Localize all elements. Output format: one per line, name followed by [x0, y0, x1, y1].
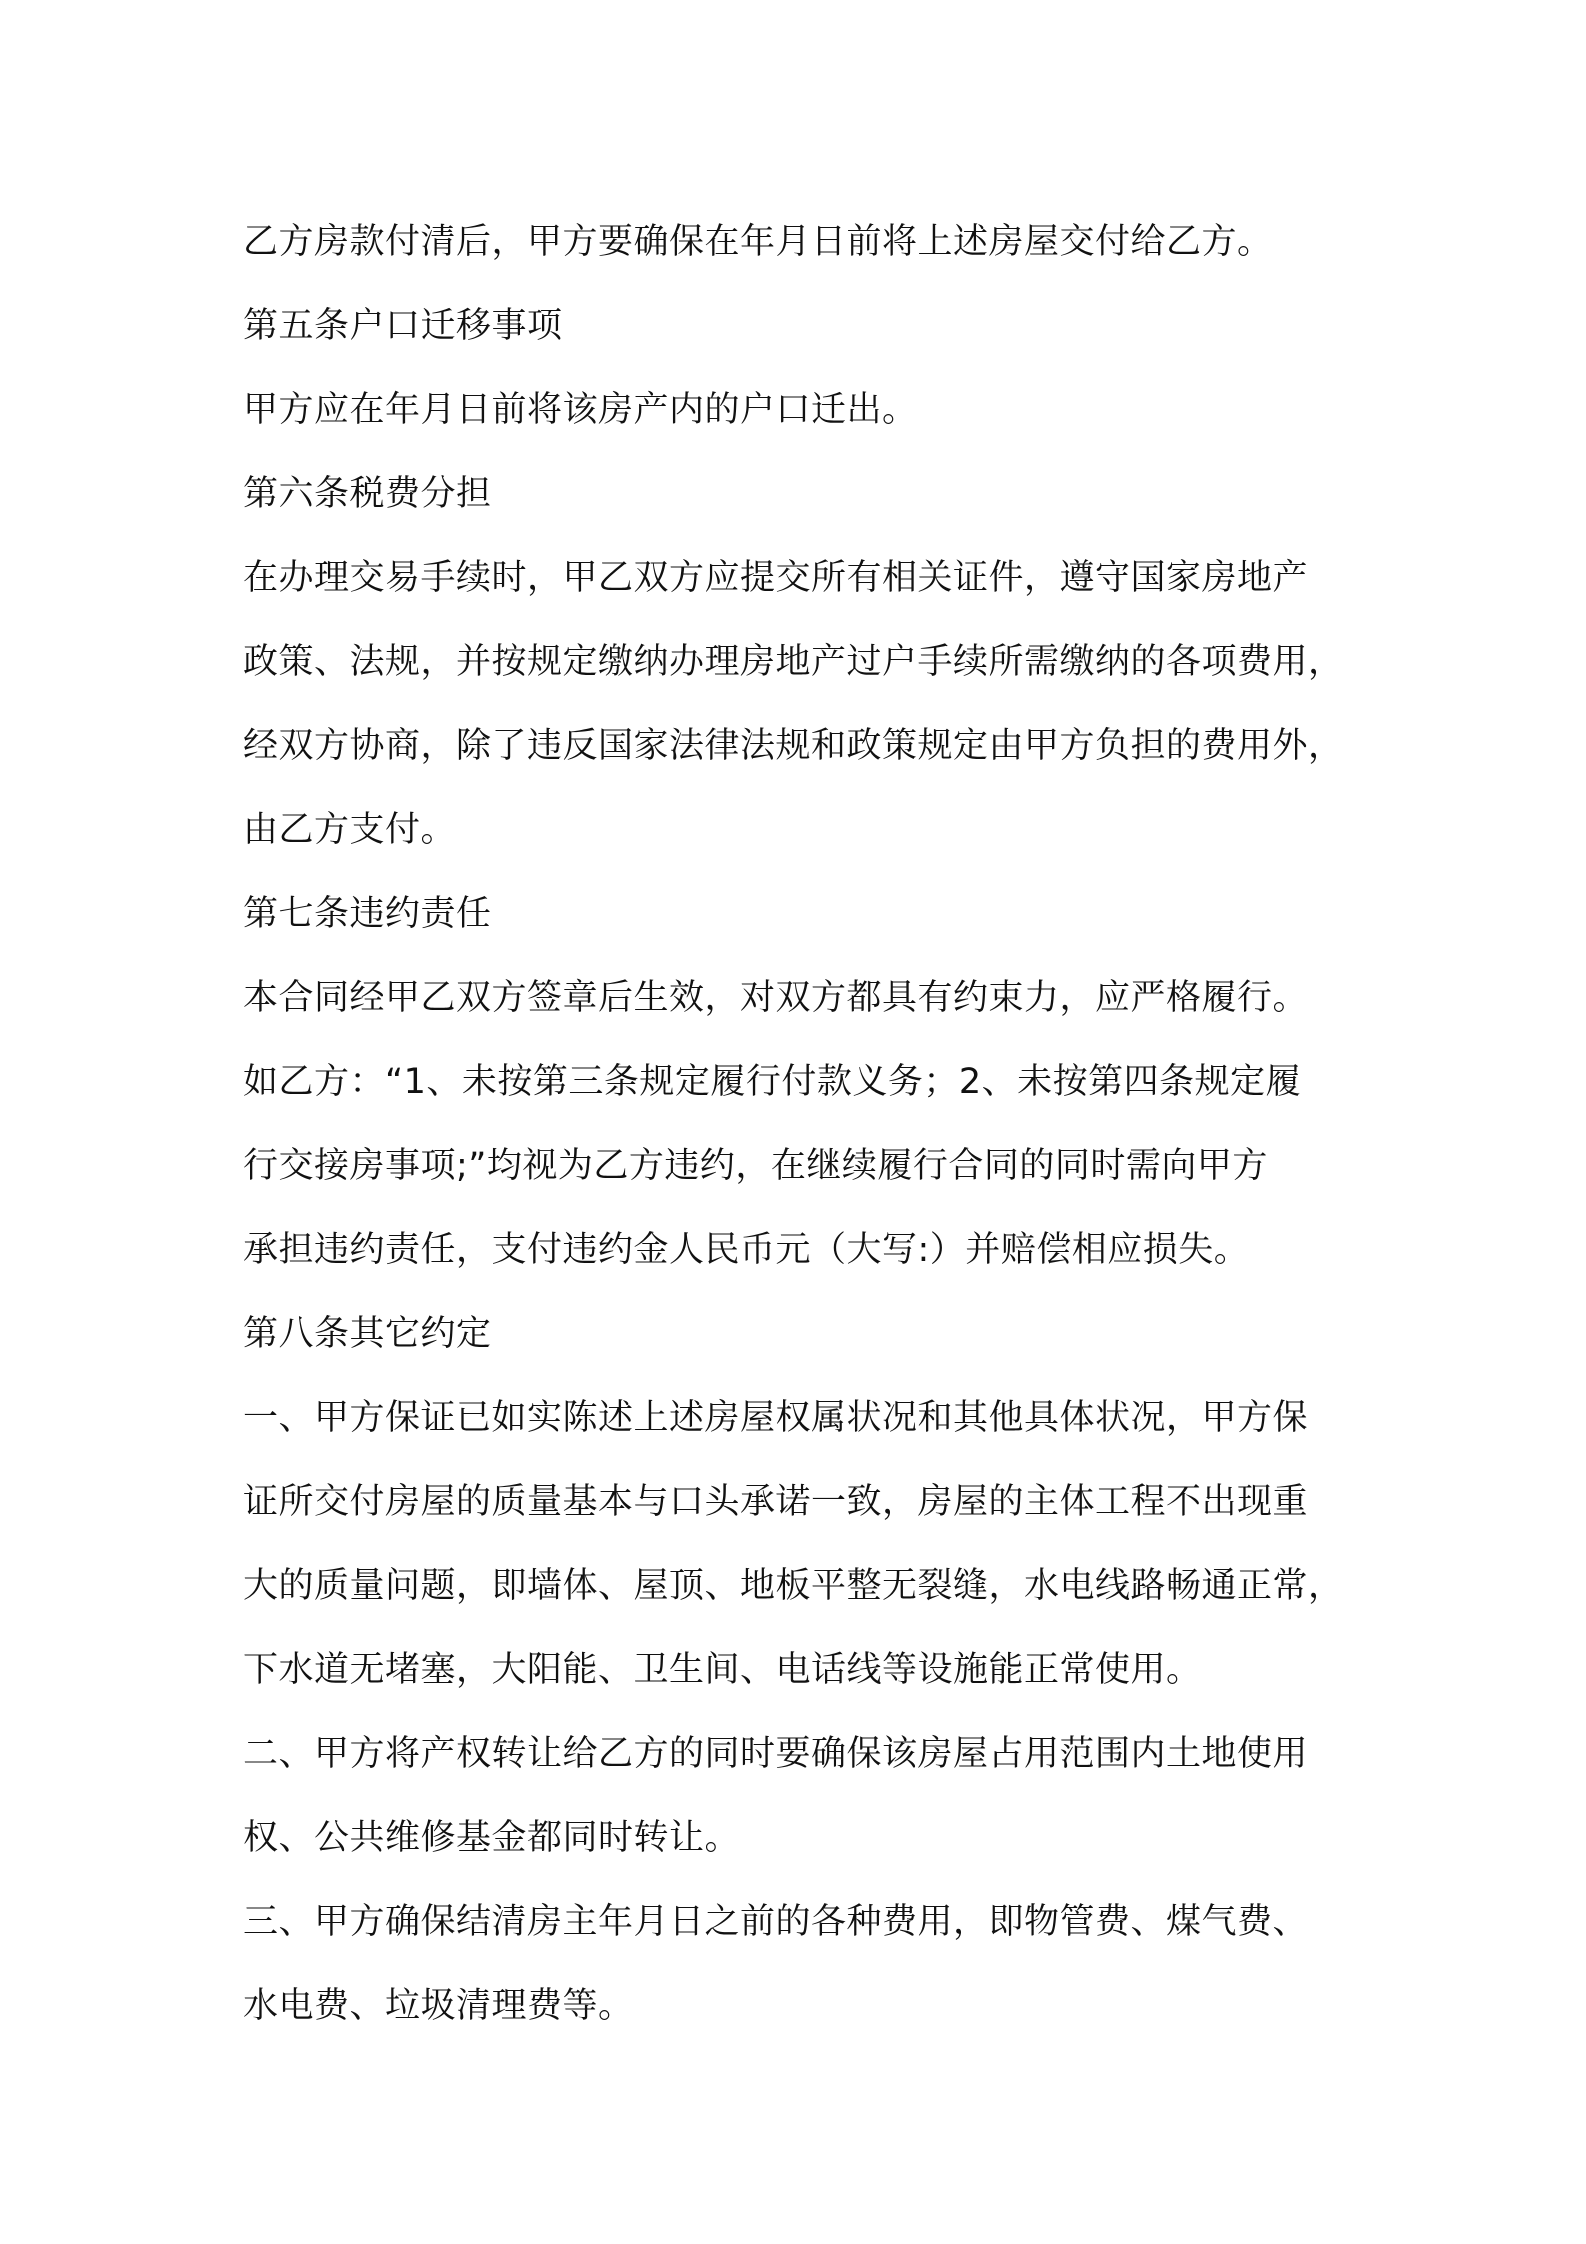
- paragraph-line-breach-1: 本合同经甲乙双方签章后生效，对双方都具有约束力，应严格履行。: [243, 978, 1309, 1018]
- paragraph-line-other-8: 水电费、垃圾清理费等。: [243, 1986, 634, 2026]
- paragraph-line-breach-4: 承担违约责任，支付违约金人民币元（大写:）并赔偿相应损失。: [243, 1230, 1250, 1270]
- paragraph-line-other-7: 三、甲方确保结清房主年月日之前的各种费用，即物管费、煤气费、: [243, 1902, 1309, 1942]
- paragraph-line-tax-4: 由乙方支付。: [243, 810, 457, 850]
- paragraph-line-other-1: 一、甲方保证已如实陈述上述房屋权属状况和其他具体状况，甲方保: [243, 1398, 1309, 1438]
- paragraph-line-tax-2: 政策、法规，并按规定缴纳办理房地产过户手续所需缴纳的各项费用，: [243, 642, 1344, 682]
- paragraph-line-other-3: 大的质量问题，即墙体、屋顶、地板平整无裂缝，水电线路畅通正常，: [243, 1566, 1344, 1606]
- heading-article-6: 第六条税费分担: [243, 474, 492, 514]
- paragraph-line-delivery: 乙方房款付清后，甲方要确保在年月日前将上述房屋交付给乙方。: [243, 222, 1273, 262]
- paragraph-line-other-6: 权、公共维修基金都同时转让。: [243, 1818, 741, 1858]
- paragraph-line-breach-3: 行交接房事项;”均视为乙方违约，在继续履行合同的同时需向甲方: [243, 1146, 1268, 1186]
- heading-article-5: 第五条户口迁移事项: [243, 306, 563, 346]
- paragraph-line-tax-3: 经双方协商，除了违反国家法律法规和政策规定由甲方负担的费用外，: [243, 726, 1344, 766]
- heading-article-8: 第八条其它约定: [243, 1314, 492, 1354]
- paragraph-line-breach-2: 如乙方：“1、未按第三条规定履行付款义务；2、未按第四条规定履: [243, 1062, 1302, 1102]
- paragraph-line-other-2: 证所交付房屋的质量基本与口头承诺一致，房屋的主体工程不出现重: [243, 1482, 1309, 1522]
- paragraph-line-tax-1: 在办理交易手续时，甲乙双方应提交所有相关证件，遵守国家房地产: [243, 558, 1309, 598]
- paragraph-line-other-5: 二、甲方将产权转让给乙方的同时要确保该房屋占用范围内土地使用: [243, 1734, 1309, 1774]
- document-body: [243, 200, 1363, 2048]
- paragraph-line-hukou: 甲方应在年月日前将该房产内的户口迁出。: [243, 390, 918, 430]
- paragraph-line-other-4: 下水道无堵塞，大阳能、卫生间、电话线等设施能正常使用。: [243, 1650, 1202, 1690]
- heading-article-7: 第七条违约责任: [243, 894, 492, 934]
